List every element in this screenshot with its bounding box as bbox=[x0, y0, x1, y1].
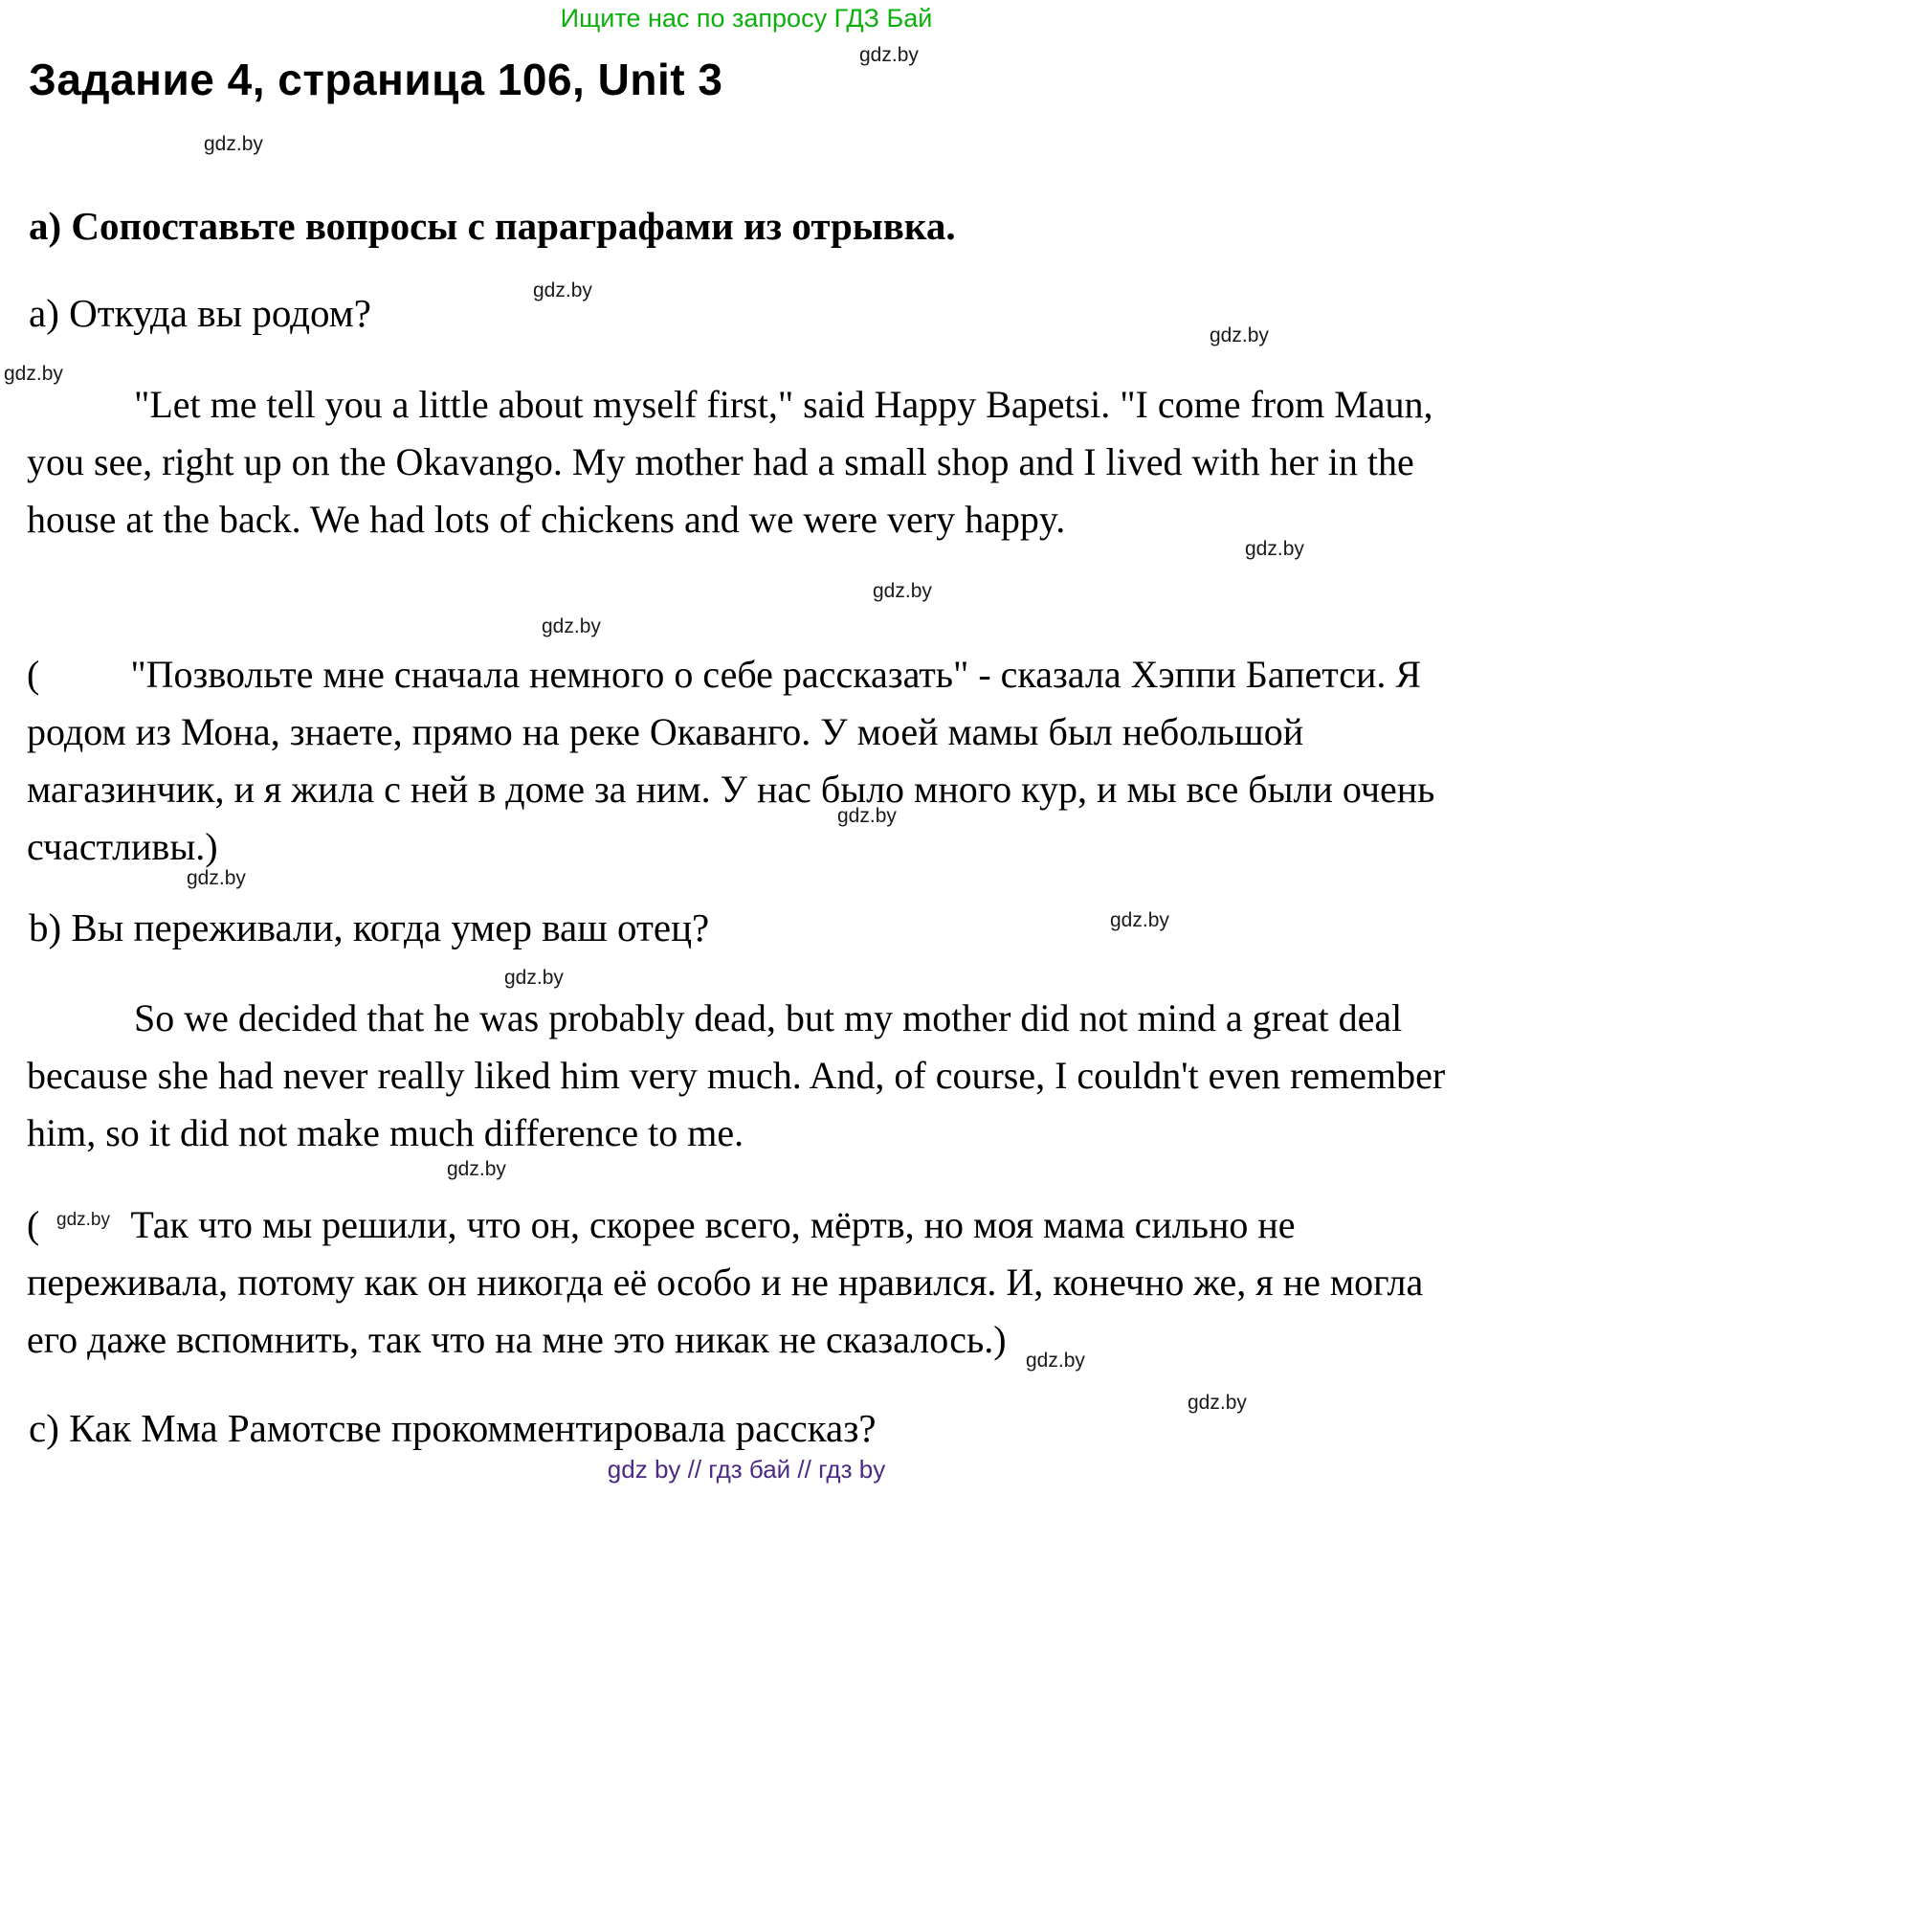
watermark: gdz.by bbox=[1026, 1350, 1085, 1372]
open-paren-b: ( bbox=[27, 1203, 40, 1246]
paragraph-b-english: So we decided that he was probably dead, but my mother did not mind a great deal because she had never really liked him very much. And, of course, I couldn't even remember him, so it did not make much difference to me. bbox=[27, 996, 1446, 1154]
task-heading: a) Сопоставьте вопросы с параграфами из отрывка. bbox=[29, 204, 956, 248]
question-b: b) Вы переживали, когда умер ваш отец? bbox=[29, 905, 710, 949]
paragraph-b-russian bbox=[27, 1196, 1462, 1369]
watermark: gdz.by bbox=[504, 967, 564, 989]
promo-banner: Ищите нас по запросу ГДЗ Бай bbox=[560, 4, 933, 33]
watermark: gdz.by bbox=[873, 580, 932, 602]
question-c: c) Как Мма Рамотсве прокомментировала рассказ? bbox=[29, 1406, 877, 1450]
watermark: gdz.by bbox=[1210, 324, 1269, 346]
question-a: a) Откуда вы родом? bbox=[29, 291, 371, 335]
watermark: gdz.by bbox=[533, 279, 592, 301]
watermark: gdz.by bbox=[187, 867, 246, 889]
watermark: gdz.by bbox=[542, 615, 601, 637]
watermark: gdz.by bbox=[1245, 538, 1304, 560]
paragraph-b-russian-text: Так что мы решили, что он, скорее всего, мёртв, но моя мама сильно не переживала, потому как он никогда её особо и не нравился. И, конечно же, я не могла его даже вспомнить, так что на мне это никак не сказалось.) bbox=[27, 1203, 1424, 1361]
open-paren-a: ( bbox=[27, 653, 40, 696]
paragraph-a-russian-text: "Позвольте мне сначала немного о себе рассказать" - сказала Хэппи Бапетси. Я родом из Мона, знаете, прямо на реке Окаванго. У моей мамы был небольшой магазинчик, и я жила с ней в доме за ним. У нас было много кур, и мы все были очень счастливы.) bbox=[27, 653, 1435, 868]
paren-gap-a bbox=[39, 686, 130, 687]
watermark: gdz.by bbox=[4, 363, 63, 385]
watermark: gdz.by bbox=[837, 805, 897, 827]
watermark: gdz.by bbox=[1110, 909, 1169, 931]
footer-links: gdz by // гдз бай // гдз by bbox=[607, 1455, 886, 1484]
page-title: Задание 4, страница 106, Unit 3 bbox=[29, 55, 723, 104]
paragraph-a-russian bbox=[27, 646, 1462, 876]
watermark: gdz.by bbox=[56, 1210, 110, 1230]
paragraph-a-english: "Let me tell you a little about myself first," said Happy Bapetsi. "I come from Maun, you see, right up on the Okavango. My mother had a small shop and I lived with her in the house at the back. We had lots of chickens and we were very happy. bbox=[27, 383, 1433, 541]
watermark: gdz.by bbox=[447, 1158, 506, 1180]
paren-gap-b bbox=[39, 1237, 130, 1238]
watermark: gdz.by bbox=[204, 133, 263, 155]
watermark: gdz.by bbox=[859, 44, 919, 66]
watermark: gdz.by bbox=[1188, 1392, 1247, 1414]
